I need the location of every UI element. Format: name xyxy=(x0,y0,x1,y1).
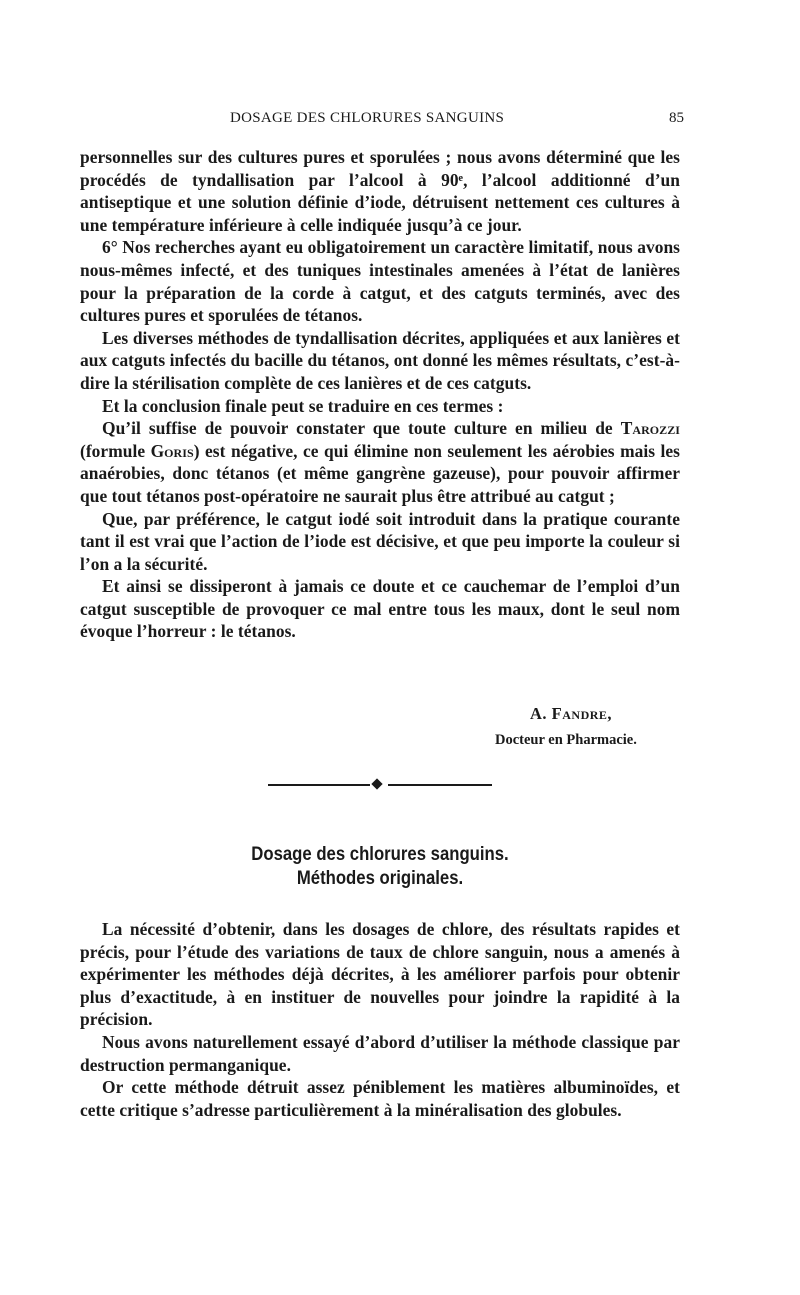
author-name-goris: Goris xyxy=(150,440,194,461)
conclusion-text-b: (formule xyxy=(80,440,151,461)
separator-rule-left xyxy=(268,784,370,786)
body-text-top xyxy=(80,146,680,643)
article-paragraph-2: Nous avons naturellement essayé d’abord d’utiliser la méthode classique par destruction permanganique. xyxy=(80,1031,680,1075)
page-number: 85 xyxy=(669,110,684,126)
paragraph-conclusion-3: Et ainsi se dissiperont à jamais ce doute et ce cauchemar de l’emploi d’un catgut susceptible de provoquer ce mal entre tous les maux, dont le seul nom évoque l’horreur : le tétanos. xyxy=(80,576,680,642)
article-paragraph-1: La nécessité d’obtenir, dans les dosages de chlore, des résultats rapides et précis, pour l’étude des variations de taux de chlore sanguin, nous a amenés à expérimenter les méthodes déjà décrites, à les améliorer parfois pour obtenir plus d’exactitude, à en instituer de nouvelles pour joindre la rapidité à la précision. xyxy=(80,919,680,1030)
article-title-line-1: Dosage des chlorures sanguins. xyxy=(251,844,509,865)
paragraph-point-6: 6° Nos recherches ayant eu obligatoirement un caractère limitatif, nous avons nous-mêmes infecté, et des tuniques intestinales amenées à l’état de lanières pour la préparation de la corde à catgut, et des catguts terminés, avec des cultures pures et sporulées de tétanos. xyxy=(80,237,680,326)
author-name-tarozzi: Tarozzi xyxy=(620,418,680,439)
paragraph-conclusion-2: Que, par préférence, le catgut iodé soit introduit dans la pratique courante tant il est vrai que l’action de l’iode est décisive, et que peu importe la couleur si l’on a la sécurité. xyxy=(80,508,680,574)
paragraph-conclusion-1 xyxy=(80,417,680,507)
signature-title: Docteur en Pharmacie. xyxy=(495,732,637,748)
paragraph-methods: Les diverses méthodes de tyndallisation décrites, appliquées et aux lanières et aux catguts infectés du bacille du tétanos, ont donné les mêmes résultats, c’est-à-dire la stérilisation complète de ces lanières et de ces catguts. xyxy=(80,327,680,393)
section-separator xyxy=(268,779,492,791)
article-paragraph-3: Or cette méthode détruit assez péniblement les matières albuminoïdes, et cette critique s’adresse particulièrement à la minéralisation des globules. xyxy=(80,1077,680,1120)
paragraph-continuation: personnelles sur des cultures pures et sporulées ; nous avons déterminé que les procédés de tyndallisation par l’alcool à 90ᵉ, l’alcool additionné d’un antiseptique et une solution définie d’iode, détruisent nettement ces cultures à une température inférieure à celle indiquée jusqu’à ce jour. xyxy=(80,147,680,235)
signature-surname: Fandre, xyxy=(551,704,613,723)
running-head xyxy=(80,110,684,134)
body-text-article xyxy=(80,918,680,1121)
paragraph-conclusion-intro: Et la conclusion finale peut se traduire en ces termes : xyxy=(102,395,504,416)
diamond-ornament-icon xyxy=(371,778,382,789)
separator-rule-right xyxy=(388,784,492,786)
article-title-line-2: Méthodes originales. xyxy=(296,868,464,889)
running-title: DOSAGE DES CHLORURES SANGUINS xyxy=(230,110,505,126)
signature-name: A. Fandre, xyxy=(530,704,613,723)
conclusion-text-a: Qu’il suffise de pouvoir constater que toute culture en milieu de xyxy=(102,418,621,439)
conclusion-text-c: ) est négative, ce qui élimine non seulement les aérobies mais les anaérobies, donc tétanos (et même gangrène gazeuse), pour pouvoir affirmer que tout tétanos post-opératoire ne saurait plus être attribué au catgut ; xyxy=(80,440,680,506)
